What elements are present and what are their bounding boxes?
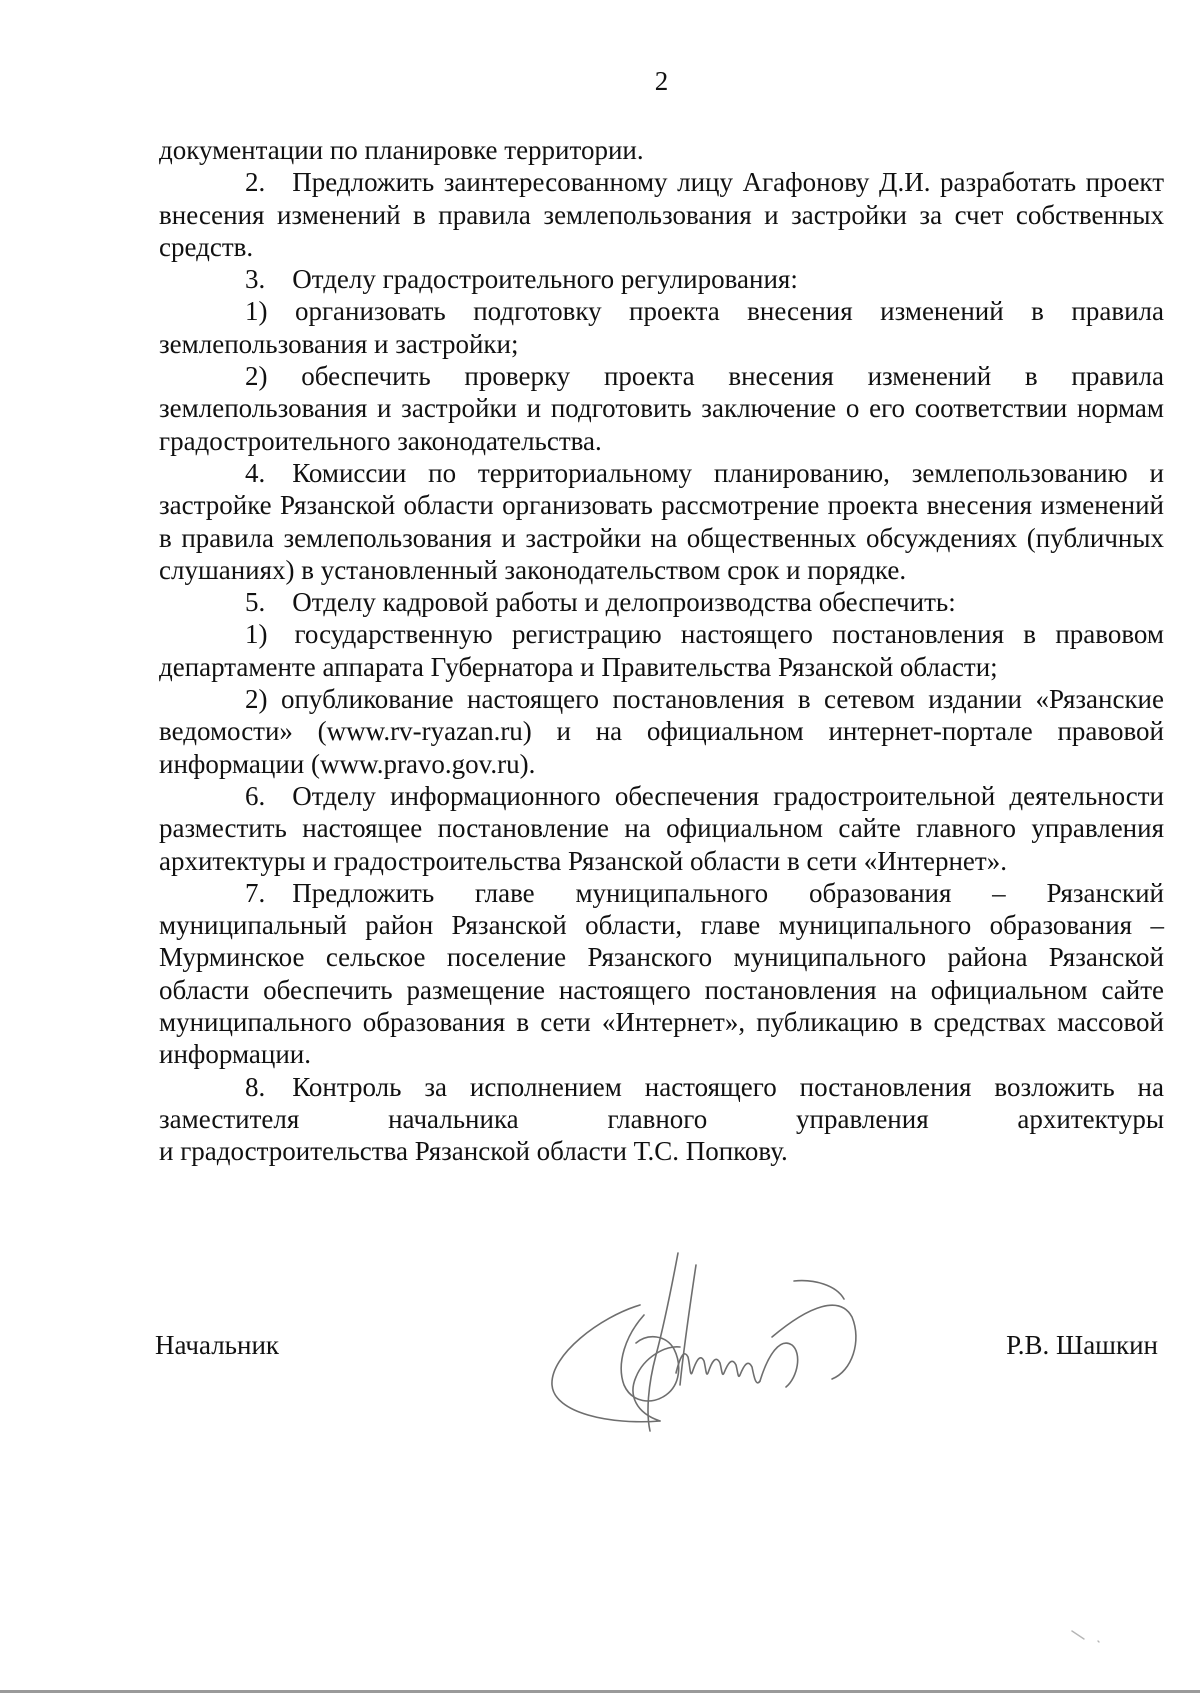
paragraph-continuation: документации по планировке территории. <box>159 135 644 165</box>
paragraph-item-6: 6. Отделу информационного обеспечения градостроительной деятельности разместить настоящее постановление на официальном сайте главного управления архитектуры и градостроительства Рязанской области в сети «Интернет». <box>159 780 1164 876</box>
corner-scan-mark <box>1068 1627 1108 1647</box>
paragraph-item-4: 4. Комиссии по территориальному планированию, землепользованию и застройке Рязанской области организовать рассмотрение проекта внесения изменений в правила землепользования и застройки на общественных обсуждениях (публичных слушаниях) в установленный законодательством срок и порядке. <box>159 457 1164 585</box>
paragraph-item-5-1: 1) государственную регистрацию настоящего постановления в правовом департаменте аппарата Губернатора и Правительства Рязанской области; <box>159 619 1164 682</box>
paragraph-item-8-end: и градостроительства Рязанской области Т.С. Попкову. <box>159 1136 788 1167</box>
paragraph-item-3-1: 1) организовать подготовку проекта внесения изменений в правила землепользования и застройки; <box>159 296 1164 359</box>
paragraph-item-5-2: 2) опубликование настоящего постановления в сетевом издании «Рязанские ведомости» (www.rv-ryazan.ru) и на официальном интернет-портале правовой информации (www.pravo.gov.ru). <box>159 684 1164 779</box>
signatory-name: Р.В. Шашкин <box>1006 1330 1158 1360</box>
document-body <box>159 134 1164 1168</box>
paragraph-item-8: 8. Контроль за исполнением настоящего постановления возложить на заместителя начальника главного управления архитектуры <box>159 1071 1164 1134</box>
paragraph-item-5: 5. Отделу кадровой работы и делопроизводства обеспечить: <box>245 587 956 618</box>
paragraph-item-3-2: 2) обеспечить проверку проекта внесения изменений в правила землепользования и застройки и подготовить заключение о его соответствии нормам градостроительного законодательства. <box>159 361 1164 456</box>
page-number: 2 <box>654 66 669 96</box>
paragraph-item-2: 2. Предложить заинтересованному лицу Агафонову Д.И. разработать проект внесения изменений в правила землепользования и застройки за счет собственных средств. <box>159 167 1164 262</box>
page-bottom-rule <box>0 1690 1200 1693</box>
signatory-title: Начальник <box>155 1330 280 1360</box>
paragraph-item-7: 7. Предложить главе муниципального образования – Рязанский муниципальный район Рязанской области, главе муниципального образования – Мурминское сельское поселение Рязанского муниципального района Рязанской области обеспечить размещение настоящего постановления на официальном сайте муниципального образования в сети «Интернет», публикацию в средствах массовой информации. <box>159 877 1164 1070</box>
paragraph-item-3: 3. Отделу градостроительного регулирования: <box>245 264 798 295</box>
handwritten-signature <box>540 1245 900 1435</box>
